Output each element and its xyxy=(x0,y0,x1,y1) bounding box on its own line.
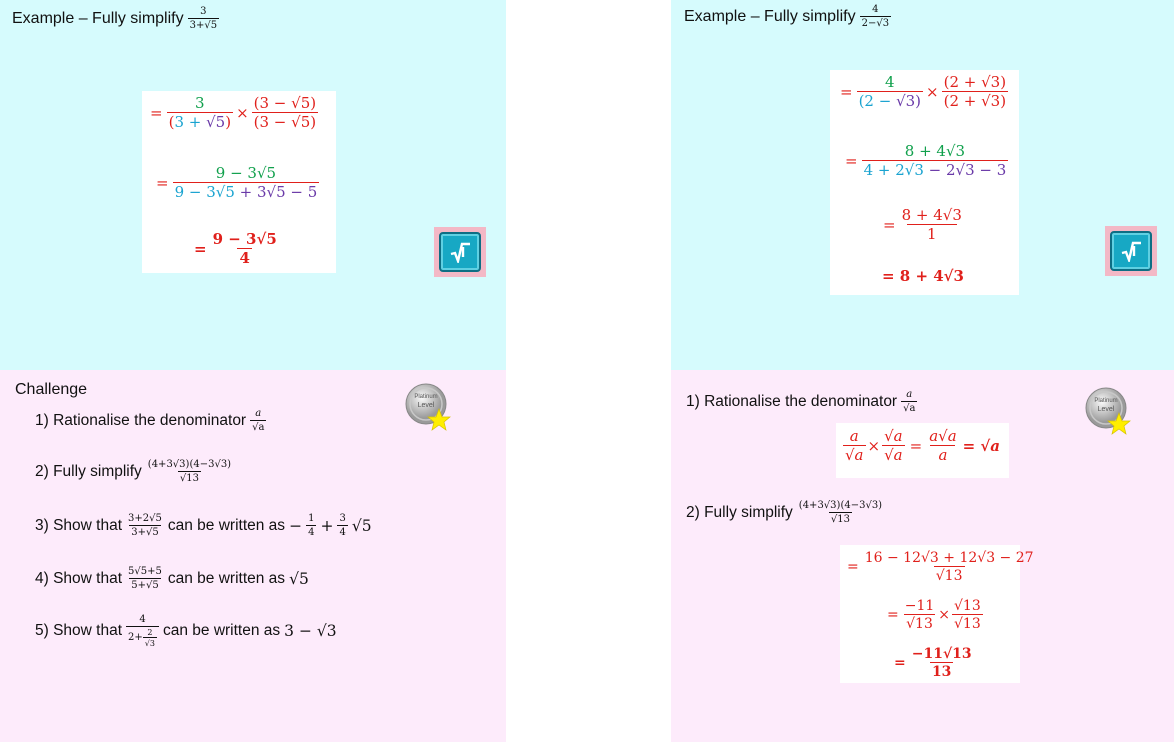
platinum-medal-icon xyxy=(1085,387,1129,431)
den-part: (2 − xyxy=(858,92,897,111)
fraction xyxy=(211,231,279,268)
question-fraction xyxy=(126,513,164,538)
question-fraction xyxy=(146,459,233,484)
frac-num: 9 − 3√5 xyxy=(212,230,277,248)
frac-den: 4 xyxy=(308,526,315,538)
frac-num: 4 xyxy=(139,614,146,625)
frac-num: (4+3√3)(4−3√3) xyxy=(798,500,883,511)
frac-den xyxy=(857,91,923,110)
equals-sign: = xyxy=(840,83,853,102)
title-fraction xyxy=(860,4,891,29)
question-fraction xyxy=(337,513,347,538)
question-math: 3 − √3 xyxy=(284,621,337,640)
question-label: 5) Show that xyxy=(35,621,123,639)
den-part: 9 − 3√5 xyxy=(174,183,235,202)
fraction xyxy=(910,646,974,680)
frac-den: √13 xyxy=(906,616,933,633)
frac-den: √a xyxy=(252,421,265,433)
fraction xyxy=(843,428,866,465)
question-label: 2) Fully simplify xyxy=(35,462,142,480)
right-step-4: = 8 + 4√3 xyxy=(882,267,964,285)
challenge-q3 xyxy=(35,513,372,538)
frac-num: 1 xyxy=(308,513,315,524)
question-label: 2) Fully simplify xyxy=(686,503,793,521)
frac-num: a√a xyxy=(929,427,957,445)
frac-num: 4 xyxy=(872,4,879,15)
frac-den: √13 xyxy=(935,568,963,585)
frac-den: 3+√5 xyxy=(131,526,159,538)
frac-num: −11√13 xyxy=(911,646,972,662)
question-math: √5 xyxy=(351,516,372,535)
frac-num: 8 + 4√3 xyxy=(904,142,966,160)
challenge-q5 xyxy=(35,614,337,648)
frac-num: 5√5+5 xyxy=(128,566,162,577)
right-step-3 xyxy=(883,207,964,244)
medal-text: Level xyxy=(417,402,435,409)
frac-den: 3+√5 xyxy=(189,19,218,31)
challenge-q4 xyxy=(35,566,309,591)
frac-den: (2 + √3) xyxy=(943,92,1007,111)
times-sign: × xyxy=(236,104,249,123)
den-part: 3 + xyxy=(174,113,207,132)
question-fraction xyxy=(126,566,164,591)
frac-num: (4+3√3)(4−3√3) xyxy=(147,459,232,470)
frac-den xyxy=(173,182,320,201)
equals-sign: = xyxy=(156,174,169,193)
fraction xyxy=(882,428,905,465)
frac-num: 16 − 12√3 + 12√3 − 27 xyxy=(864,550,1034,566)
question-text: can be written as xyxy=(167,569,286,587)
frac-num: 3 xyxy=(195,94,205,112)
medal-text: Level xyxy=(1097,406,1115,413)
times-sign: × xyxy=(926,83,939,102)
medal-text: Platinum xyxy=(1094,398,1118,404)
frac-num: 9 − 3√5 xyxy=(215,164,277,182)
frac-den: √a xyxy=(903,402,916,414)
frac-den: (3 + √5) xyxy=(168,113,232,132)
frac-den: 2−√3 xyxy=(861,17,890,29)
square-root-icon xyxy=(1110,231,1152,271)
left-step-2 xyxy=(156,165,319,202)
fraction-a xyxy=(857,74,923,111)
den-part: √5 xyxy=(206,113,226,132)
frac-num: √a xyxy=(884,427,903,445)
frac-den: √13 xyxy=(954,616,981,633)
frac-den: 1 xyxy=(907,224,957,243)
fraction-b xyxy=(252,95,318,132)
equals-sign: = xyxy=(887,607,899,624)
frac-num: √13 xyxy=(954,598,981,614)
title-fraction xyxy=(188,6,219,31)
question-math: − xyxy=(289,516,303,535)
right-q2 xyxy=(686,500,884,525)
frac-den: √a xyxy=(884,446,903,465)
right-q1 xyxy=(686,389,917,414)
answer-2-line-1 xyxy=(847,550,1036,584)
question-label: 4) Show that xyxy=(35,569,123,587)
question-label: 1) Rationalise the denominator xyxy=(686,392,898,410)
frac-den: √a xyxy=(845,446,864,465)
den-part: √3) xyxy=(896,92,922,111)
left-step-3 xyxy=(194,231,279,268)
fraction-b xyxy=(942,74,1008,111)
fraction xyxy=(900,207,964,244)
left-step-1 xyxy=(150,95,318,132)
platinum-medal-icon xyxy=(405,383,449,427)
question-label: 3) Show that xyxy=(35,516,123,534)
question-math: + xyxy=(320,516,334,535)
frac-num: 2 xyxy=(147,627,153,637)
question-math: √5 xyxy=(289,569,309,588)
square-root-button[interactable] xyxy=(434,227,486,277)
question-fraction xyxy=(797,500,884,525)
frac-den: (3 − √5) xyxy=(253,113,317,132)
frac-den xyxy=(126,626,159,648)
frac-num: 3 xyxy=(200,6,207,17)
frac-den: 13 xyxy=(931,664,952,681)
title-text: Example – Fully simplify xyxy=(684,7,856,25)
equals-sign: = xyxy=(909,437,923,456)
frac-den: 4 xyxy=(239,249,250,268)
frac-num: a xyxy=(255,408,262,419)
equals-sign: = xyxy=(845,152,858,171)
question-fraction xyxy=(901,389,917,414)
question-label: 1) Rationalise the denominator xyxy=(35,411,247,429)
den-part: 4 + 2√3 xyxy=(863,161,924,180)
den-part: + 3√5 − 5 xyxy=(234,183,318,202)
equals-sign: = xyxy=(194,240,207,259)
fraction xyxy=(927,428,958,465)
fraction xyxy=(863,550,1036,584)
answer-1 xyxy=(843,428,1000,465)
frac-num: (2 + √3) xyxy=(943,73,1007,91)
left-example-title xyxy=(12,6,219,31)
den-part: − 2√3 − 3 xyxy=(923,161,1007,180)
question-text: can be written as xyxy=(167,516,286,534)
answer-2-line-3 xyxy=(894,646,974,680)
frac-den: 5+√5 xyxy=(131,579,159,591)
title-text: Example – Fully simplify xyxy=(12,9,184,27)
question-fraction xyxy=(126,614,159,648)
frac-den: a xyxy=(930,445,955,464)
right-step-1 xyxy=(840,74,1008,111)
frac-num: a xyxy=(849,427,859,445)
fraction xyxy=(862,143,1009,180)
square-root-icon xyxy=(439,232,481,272)
frac-num: 3 xyxy=(339,513,346,524)
question-fraction xyxy=(250,408,266,433)
right-step-2 xyxy=(845,143,1008,180)
fraction-a xyxy=(167,95,233,132)
equals-sign: = xyxy=(847,559,859,576)
result: = √a xyxy=(962,437,1001,456)
frac-den: 4 xyxy=(339,526,346,538)
nested-fraction xyxy=(143,628,157,648)
question-text: can be written as xyxy=(162,621,281,639)
frac-num: 3+2√5 xyxy=(128,513,162,524)
answer-2-line-2 xyxy=(887,598,983,632)
frac-den: √13 xyxy=(830,513,850,525)
frac-den: √3 xyxy=(144,638,155,648)
right-example-title xyxy=(684,4,891,29)
frac-den xyxy=(862,160,1009,179)
frac-num: 4 xyxy=(885,73,895,91)
frac-num: a xyxy=(906,389,913,400)
times-sign: × xyxy=(867,437,881,456)
question-fraction xyxy=(306,513,316,538)
frac-den: √13 xyxy=(179,472,199,484)
frac-num: (3 − √5) xyxy=(253,94,317,112)
times-sign: × xyxy=(938,607,951,624)
equals-sign: = xyxy=(150,104,163,123)
frac-num: 8 + 4√3 xyxy=(901,206,962,224)
fraction xyxy=(903,598,937,632)
equals-sign: = xyxy=(883,216,896,235)
challenge-q2 xyxy=(35,459,233,484)
equals-sign: = xyxy=(894,655,906,672)
frac-num: −11 xyxy=(904,598,935,614)
den-part: 2+ xyxy=(128,631,143,643)
medal-text: Platinum xyxy=(414,394,438,400)
square-root-button[interactable] xyxy=(1105,226,1157,276)
challenge-q1 xyxy=(35,408,266,433)
fraction xyxy=(952,598,983,632)
fraction xyxy=(173,165,320,202)
challenge-title: Challenge xyxy=(15,381,88,398)
